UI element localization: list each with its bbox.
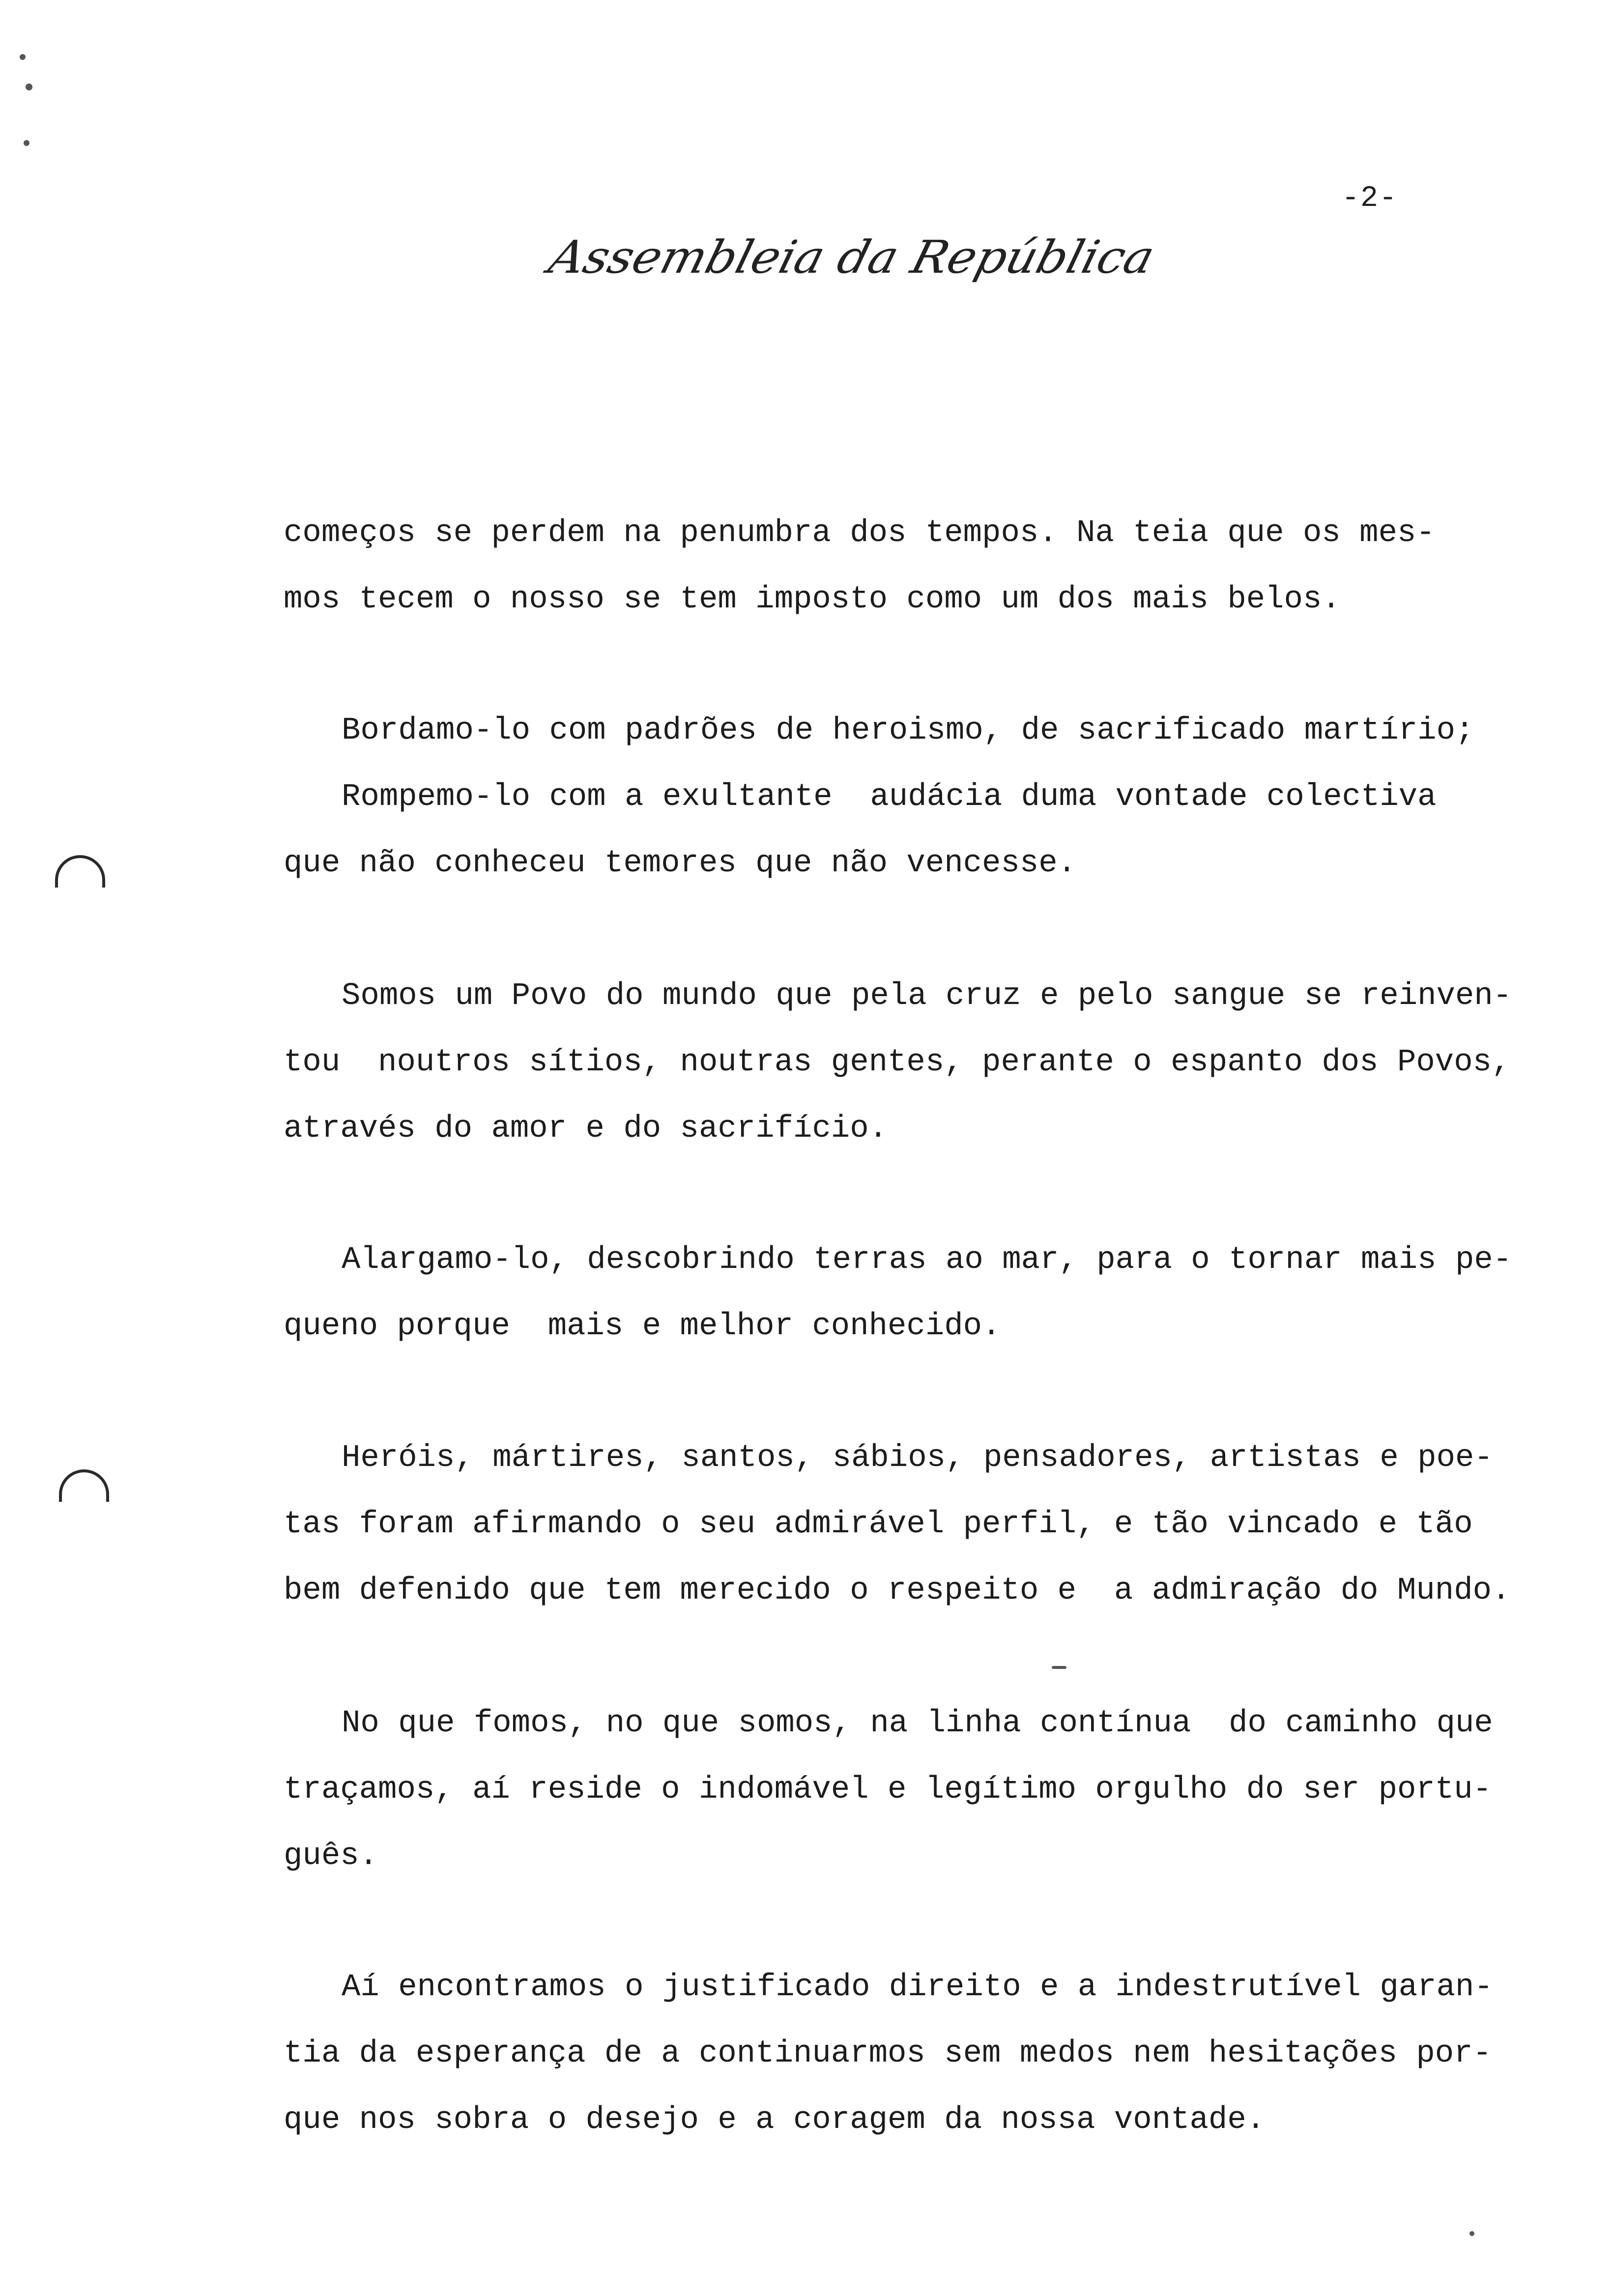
text-line: mos tecem o nosso se tem imposto como um dos mais belos.: [284, 582, 1341, 617]
text-line: tia da esperança de a continuarmos sem medos nem hesitações por-: [284, 2036, 1492, 2071]
paragraph: [284, 1227, 1571, 1360]
scan-speck: [20, 54, 26, 60]
paragraph: [284, 1425, 1571, 1624]
scan-speck: [26, 84, 32, 90]
text-line: tou noutros sítios, noutras gentes, perante o espanto dos Povos,: [284, 1045, 1511, 1080]
text-line: Aí encontramos o justificado direito e a indestrutível garan-: [342, 1970, 1493, 2005]
scan-speck: [24, 140, 29, 146]
text-line: tas foram afirmando o seu admirável perfil, e tão vincado e tão: [284, 1507, 1473, 1542]
text-line: Bordamo-lo com padrões de heroismo, de sacrificado martírio;: [342, 713, 1474, 748]
text-line: que não conheceu temores que não vencesse.: [284, 846, 1077, 881]
letterhead-title: Assembleia da República: [543, 231, 1160, 284]
paragraph: [284, 500, 1571, 633]
text-line: queno porque mais e melhor conhecido.: [284, 1309, 1001, 1344]
page-number: -2-: [1342, 182, 1398, 215]
binder-hole-mark: [59, 1469, 109, 1502]
text-line: bem defenido que tem merecido o respeito e a admiração do Mundo.: [284, 1573, 1511, 1608]
text-line: que nos sobra o desejo e a coragem da nossa vontade.: [284, 2102, 1266, 2138]
scan-speck: [1469, 2231, 1474, 2236]
text-line: começos se perdem na penumbra dos tempos. Na teia que os mes-: [284, 516, 1435, 551]
text-line: Rompemo-lo com a exultante audácia duma vontade colectiva: [342, 779, 1437, 815]
text-line: Alargamo-lo, descobrindo terras ao mar, para o tornar mais pe-: [342, 1242, 1512, 1278]
paragraph: [284, 698, 1571, 897]
text-line: através do amor e do sacrifício.: [284, 1111, 888, 1147]
text-line: Heróis, mártires, santos, sábios, pensadores, artistas e poe-: [342, 1440, 1493, 1476]
paragraph: [284, 1954, 1571, 2153]
paragraph: [284, 1691, 1571, 1890]
text-line: guês.: [284, 1838, 378, 1874]
paragraph: [284, 963, 1571, 1162]
text-line: traçamos, aí reside o indomável e legítimo orgulho do ser portu-: [284, 1772, 1492, 1808]
text-line: No que fomos, no que somos, na linha contínua do caminho que: [342, 1706, 1493, 1741]
binder-hole-mark: [55, 855, 105, 888]
text-line: Somos um Povo do mundo que pela cruz e pelo sangue se reinven-: [342, 978, 1512, 1014]
scan-speck: [1052, 1666, 1066, 1669]
